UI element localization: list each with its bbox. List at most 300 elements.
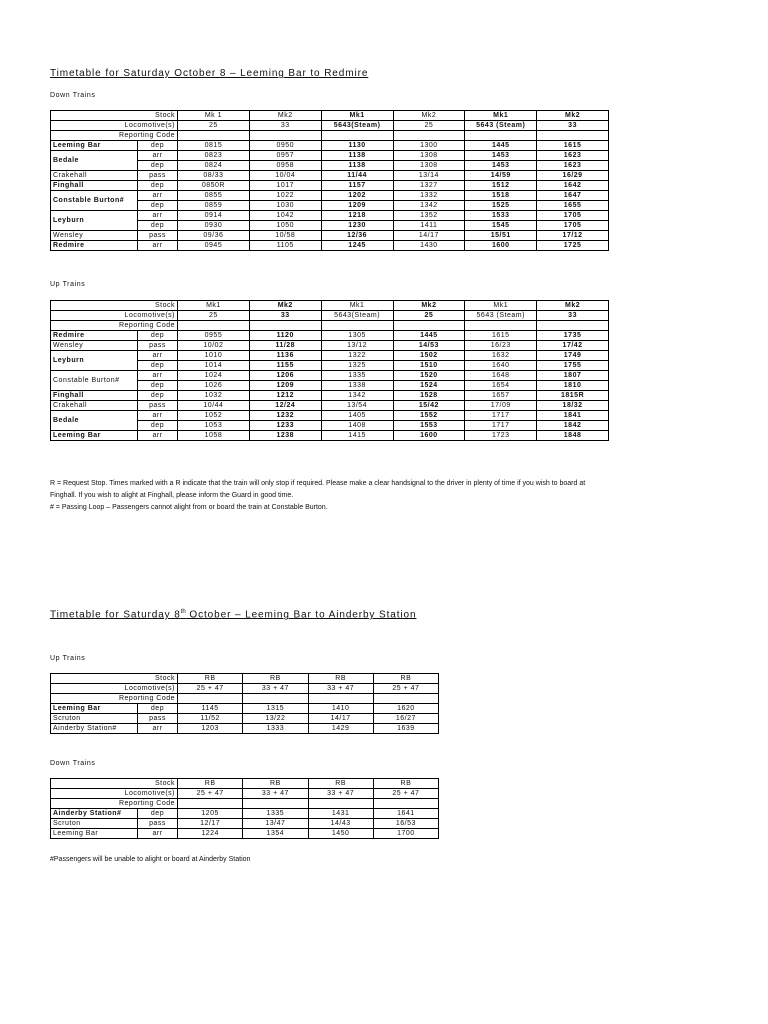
time-cell: 14/43 [308, 819, 373, 829]
time-cell: 11/44 [321, 171, 393, 181]
station-name: Finghall [51, 181, 138, 191]
arr-dep-label: arr [138, 411, 178, 421]
arr-dep-label: dep [138, 221, 178, 231]
row-label-locomotive: Locomotive(s) [51, 789, 178, 799]
time-cell: 14/17 [393, 231, 465, 241]
time-cell: 17/42 [537, 341, 609, 351]
section1-up-label: Up Trains [50, 281, 86, 288]
time-cell: 1533 [465, 211, 537, 221]
arr-dep-label: arr [138, 371, 178, 381]
timetable-row [51, 141, 609, 151]
reporting-cell [373, 694, 438, 704]
locomotive-cell: 33 + 47 [308, 789, 373, 799]
time-cell: 1717 [465, 411, 537, 421]
arr-dep-label: pass [138, 819, 178, 829]
time-cell: 1209 [321, 201, 393, 211]
station-name: Redmire [51, 241, 138, 251]
time-cell: 1657 [465, 391, 537, 401]
time-cell: 1327 [393, 181, 465, 191]
reporting-cell [373, 799, 438, 809]
time-cell: 1848 [537, 431, 609, 441]
request-stop-note: R = Request Stop. Times marked with a R indicate that the train will only stop if required. Please make a clear handsignal to the driver in plenty of time if you wish to board at [50, 480, 586, 487]
time-cell: 1842 [537, 421, 609, 431]
time-cell: 1042 [249, 211, 321, 221]
timetable-row [51, 351, 609, 361]
time-cell: 1524 [393, 381, 465, 391]
station-name: Leyburn [51, 211, 138, 231]
header-row-reporting [51, 131, 609, 141]
time-cell: 1654 [465, 381, 537, 391]
time-cell: 1354 [243, 829, 308, 839]
timetable-row [51, 724, 439, 734]
stock-cell: Mk2 [249, 111, 321, 121]
time-cell: 0914 [178, 211, 250, 221]
station-name: Bedale [51, 411, 138, 431]
time-cell: 17/09 [465, 401, 537, 411]
stock-cell: Mk2 [537, 111, 609, 121]
timetable-row [51, 241, 609, 251]
locomotive-cell: 25 [178, 311, 250, 321]
arr-dep-label: dep [138, 331, 178, 341]
time-cell: 13/54 [321, 401, 393, 411]
time-cell: 13/22 [243, 714, 308, 724]
time-cell: 0958 [249, 161, 321, 171]
station-name: Constable Burton# [51, 191, 138, 211]
time-cell: 1022 [249, 191, 321, 201]
time-cell: 1430 [393, 241, 465, 251]
time-cell: 1218 [321, 211, 393, 221]
time-cell: 1105 [249, 241, 321, 251]
time-cell: 1415 [321, 431, 393, 441]
time-cell: 14/59 [465, 171, 537, 181]
station-name: Wensley [51, 341, 138, 351]
reporting-cell [243, 799, 308, 809]
row-label-reporting: Reporting Code [51, 694, 178, 704]
locomotive-cell: 33 [537, 311, 609, 321]
time-cell: 10/04 [249, 171, 321, 181]
time-cell: 1342 [321, 391, 393, 401]
arr-dep-label: pass [138, 401, 178, 411]
stock-cell: RB [178, 674, 243, 684]
stock-cell: Mk2 [249, 301, 321, 311]
reporting-cell [249, 131, 321, 141]
row-label-reporting: Reporting Code [51, 799, 178, 809]
time-cell: 1205 [178, 809, 243, 819]
time-cell: 1305 [321, 331, 393, 341]
arr-dep-label: arr [138, 351, 178, 361]
arr-dep-label: dep [138, 704, 178, 714]
time-cell: 1233 [249, 421, 321, 431]
row-label-stock: Stock [51, 301, 178, 311]
station-name: Leeming Bar [51, 141, 138, 151]
reporting-cell [465, 321, 537, 331]
reporting-cell [321, 321, 393, 331]
time-cell: 1807 [537, 371, 609, 381]
stock-cell: RB [243, 779, 308, 789]
time-cell: 1749 [537, 351, 609, 361]
time-cell: 1335 [243, 809, 308, 819]
reporting-cell [178, 694, 243, 704]
time-cell: 1053 [178, 421, 250, 431]
arr-dep-label: arr [138, 431, 178, 441]
arr-dep-label: arr [138, 151, 178, 161]
station-name: Redmire [51, 331, 138, 341]
header-row-locomotive [51, 311, 609, 321]
timetable-row [51, 809, 439, 819]
locomotive-cell: 25 + 47 [373, 684, 438, 694]
station-name: Bedale [51, 151, 138, 171]
reporting-cell [178, 321, 250, 331]
time-cell: 1512 [465, 181, 537, 191]
arr-dep-label: pass [138, 341, 178, 351]
locomotive-cell: 33 [249, 121, 321, 131]
station-name: Scruton [51, 714, 138, 724]
stock-cell: Mk2 [537, 301, 609, 311]
arr-dep-label: dep [138, 391, 178, 401]
timetable-row [51, 331, 609, 341]
ainderby-note: #Passengers will be unable to alight or board at Ainderby Station [50, 856, 251, 863]
station-name: Ainderby Station# [51, 809, 138, 819]
station-name: Crakehall [51, 171, 138, 181]
station-name: Leeming Bar [51, 431, 138, 441]
arr-dep-label: dep [138, 161, 178, 171]
time-cell: 1545 [465, 221, 537, 231]
time-cell: 1445 [465, 141, 537, 151]
time-cell: 1623 [537, 151, 609, 161]
time-cell: 1615 [537, 141, 609, 151]
row-label-reporting: Reporting Code [51, 321, 178, 331]
time-cell: 10/44 [178, 401, 250, 411]
timetable-row [51, 341, 609, 351]
section2-down-label: Down Trains [50, 760, 96, 767]
reporting-cell [243, 694, 308, 704]
time-cell: 11/52 [178, 714, 243, 724]
stock-cell: RB [373, 779, 438, 789]
locomotive-cell: 25 + 47 [178, 789, 243, 799]
locomotive-cell: 33 + 47 [243, 684, 308, 694]
time-cell: 16/29 [537, 171, 609, 181]
time-cell: 1238 [249, 431, 321, 441]
section2-title: Timetable for Saturday 8th October – Leeming Bar to Ainderby Station [50, 609, 417, 621]
time-cell: 1810 [537, 381, 609, 391]
stock-cell: Mk1 [321, 111, 393, 121]
time-cell: 08/33 [178, 171, 250, 181]
time-cell: 1130 [321, 141, 393, 151]
time-cell: 1518 [465, 191, 537, 201]
station-name: Wensley [51, 231, 138, 241]
header-row-locomotive [51, 789, 439, 799]
time-cell: 1450 [308, 829, 373, 839]
time-cell: 1405 [321, 411, 393, 421]
reporting-cell [308, 799, 373, 809]
row-label-locomotive: Locomotive(s) [51, 311, 178, 321]
arr-dep-label: arr [138, 191, 178, 201]
locomotive-cell: 25 [393, 121, 465, 131]
locomotive-cell: 25 + 47 [178, 684, 243, 694]
arr-dep-label: dep [138, 141, 178, 151]
locomotive-cell: 5643(Steam) [321, 311, 393, 321]
stock-cell: Mk1 [178, 301, 250, 311]
header-row-reporting [51, 694, 439, 704]
time-cell: 14/17 [308, 714, 373, 724]
time-cell: 11/28 [249, 341, 321, 351]
header-row-locomotive [51, 684, 439, 694]
time-cell: 10/58 [249, 231, 321, 241]
arr-dep-label: dep [138, 201, 178, 211]
reporting-cell [321, 131, 393, 141]
time-cell: 1623 [537, 161, 609, 171]
time-cell: 1300 [393, 141, 465, 151]
locomotive-cell: 5643 (Steam) [465, 311, 537, 321]
header-row-stock [51, 779, 439, 789]
time-cell: 1552 [393, 411, 465, 421]
time-cell: 1050 [249, 221, 321, 231]
station-name: Ainderby Station# [51, 724, 138, 734]
time-cell: 0945 [178, 241, 250, 251]
header-row-reporting [51, 799, 439, 809]
time-cell: 1014 [178, 361, 250, 371]
time-cell: 0950 [249, 141, 321, 151]
time-cell: 1755 [537, 361, 609, 371]
station-name: Leeming Bar [51, 704, 138, 714]
section2-up-table [50, 673, 439, 734]
row-label-locomotive: Locomotive(s) [51, 684, 178, 694]
time-cell: 1520 [393, 371, 465, 381]
time-cell: 1138 [321, 161, 393, 171]
time-cell: 1411 [393, 221, 465, 231]
time-cell: 1352 [393, 211, 465, 221]
time-cell: 1815R [537, 391, 609, 401]
time-cell: 1308 [393, 161, 465, 171]
time-cell: 1655 [537, 201, 609, 211]
time-cell: 1525 [465, 201, 537, 211]
station-name: Constable Burton# [51, 371, 138, 391]
timetable-row [51, 829, 439, 839]
time-cell: 0815 [178, 141, 250, 151]
time-cell: 1453 [465, 151, 537, 161]
timetable-row [51, 191, 609, 201]
header-row-stock [51, 111, 609, 121]
time-cell: 0823 [178, 151, 250, 161]
station-name: Leeming Bar [51, 829, 138, 839]
stock-cell: RB [373, 674, 438, 684]
timetable-row [51, 401, 609, 411]
time-cell: 1245 [321, 241, 393, 251]
station-name: Crakehall [51, 401, 138, 411]
locomotive-cell: 33 [537, 121, 609, 131]
time-cell: 1145 [178, 704, 243, 714]
time-cell: 0855 [178, 191, 250, 201]
reporting-cell [178, 799, 243, 809]
time-cell: 1735 [537, 331, 609, 341]
time-cell: 12/17 [178, 819, 243, 829]
timetable-row [51, 371, 609, 381]
time-cell: 1322 [321, 351, 393, 361]
stock-cell: RB [178, 779, 243, 789]
header-row-locomotive [51, 121, 609, 131]
time-cell: 1232 [249, 411, 321, 421]
time-cell: 0859 [178, 201, 250, 211]
time-cell: 1308 [393, 151, 465, 161]
time-cell: 1429 [308, 724, 373, 734]
reporting-cell [249, 321, 321, 331]
time-cell: 1700 [373, 829, 438, 839]
time-cell: 1453 [465, 161, 537, 171]
time-cell: 1338 [321, 381, 393, 391]
stock-cell: Mk1 [321, 301, 393, 311]
station-name: Scruton [51, 819, 138, 829]
time-cell: 1024 [178, 371, 250, 381]
row-label-locomotive: Locomotive(s) [51, 121, 178, 131]
time-cell: 16/53 [373, 819, 438, 829]
station-name: Finghall [51, 391, 138, 401]
time-cell: 1600 [393, 431, 465, 441]
arr-dep-label: arr [138, 241, 178, 251]
arr-dep-label: pass [138, 714, 178, 724]
time-cell: 1155 [249, 361, 321, 371]
header-row-stock [51, 674, 439, 684]
row-label-stock: Stock [51, 111, 178, 121]
time-cell: 1600 [465, 241, 537, 251]
time-cell: 1641 [373, 809, 438, 819]
time-cell: 17/12 [537, 231, 609, 241]
time-cell: 1620 [373, 704, 438, 714]
time-cell: 13/12 [321, 341, 393, 351]
timetable-row [51, 181, 609, 191]
time-cell: 16/27 [373, 714, 438, 724]
time-cell: 1203 [178, 724, 243, 734]
locomotive-cell: 33 + 47 [243, 789, 308, 799]
time-cell: 13/47 [243, 819, 308, 829]
time-cell: 1202 [321, 191, 393, 201]
time-cell: 1528 [393, 391, 465, 401]
section2-down-table [50, 778, 439, 839]
time-cell: 0930 [178, 221, 250, 231]
time-cell: 1640 [465, 361, 537, 371]
time-cell: 1647 [537, 191, 609, 201]
reporting-cell [308, 694, 373, 704]
reporting-cell [393, 321, 465, 331]
request-stop-note-cont: Finghall. If you wish to alight at Finghall, please inform the Guard in good time. [50, 492, 294, 499]
header-row-reporting [51, 321, 609, 331]
time-cell: 1632 [465, 351, 537, 361]
locomotive-cell: 25 + 47 [373, 789, 438, 799]
time-cell: 09/36 [178, 231, 250, 241]
time-cell: 1026 [178, 381, 250, 391]
time-cell: 1010 [178, 351, 250, 361]
header-row-stock [51, 301, 609, 311]
stock-cell: RB [308, 674, 373, 684]
time-cell: 1408 [321, 421, 393, 431]
time-cell: 1445 [393, 331, 465, 341]
section1-title: Timetable for Saturday October 8 – Leeming Bar to Redmire [50, 68, 369, 79]
arr-dep-label: pass [138, 171, 178, 181]
timetable-row [51, 211, 609, 221]
time-cell: 0850R [178, 181, 250, 191]
stock-cell: Mk 1 [178, 111, 250, 121]
time-cell: 1615 [465, 331, 537, 341]
stock-cell: RB [243, 674, 308, 684]
row-label-reporting: Reporting Code [51, 131, 178, 141]
time-cell: 1639 [373, 724, 438, 734]
time-cell: 16/23 [465, 341, 537, 351]
time-cell: 1230 [321, 221, 393, 231]
timetable-row [51, 411, 609, 421]
time-cell: 1705 [537, 221, 609, 231]
time-cell: 1120 [249, 331, 321, 341]
time-cell: 1553 [393, 421, 465, 431]
time-cell: 1431 [308, 809, 373, 819]
arr-dep-label: arr [138, 724, 178, 734]
stock-cell: Mk1 [465, 111, 537, 121]
time-cell: 0955 [178, 331, 250, 341]
time-cell: 1410 [308, 704, 373, 714]
section2-up-label: Up Trains [50, 655, 86, 662]
timetable-row [51, 431, 609, 441]
time-cell: 1157 [321, 181, 393, 191]
time-cell: 1642 [537, 181, 609, 191]
time-cell: 0957 [249, 151, 321, 161]
timetable-row [51, 391, 609, 401]
arr-dep-label: arr [138, 829, 178, 839]
row-label-stock: Stock [51, 779, 178, 789]
time-cell: 0824 [178, 161, 250, 171]
time-cell: 1325 [321, 361, 393, 371]
timetable-row [51, 151, 609, 161]
time-cell: 1333 [243, 724, 308, 734]
time-cell: 1017 [249, 181, 321, 191]
timetable-row [51, 171, 609, 181]
reporting-cell [465, 131, 537, 141]
time-cell: 1332 [393, 191, 465, 201]
arr-dep-label: pass [138, 231, 178, 241]
reporting-cell [393, 131, 465, 141]
time-cell: 1224 [178, 829, 243, 839]
timetable-row [51, 714, 439, 724]
time-cell: 1502 [393, 351, 465, 361]
time-cell: 12/36 [321, 231, 393, 241]
time-cell: 1648 [465, 371, 537, 381]
arr-dep-label: dep [138, 181, 178, 191]
arr-dep-label: arr [138, 211, 178, 221]
time-cell: 18/32 [537, 401, 609, 411]
timetable-row [51, 231, 609, 241]
arr-dep-label: dep [138, 381, 178, 391]
time-cell: 12/24 [249, 401, 321, 411]
reporting-cell [537, 321, 609, 331]
timetable-row [51, 704, 439, 714]
locomotive-cell: 25 [178, 121, 250, 131]
timetable-row [51, 819, 439, 829]
reporting-cell [178, 131, 250, 141]
stock-cell: Mk2 [393, 111, 465, 121]
time-cell: 13/14 [393, 171, 465, 181]
time-cell: 1032 [178, 391, 250, 401]
stock-cell: RB [308, 779, 373, 789]
time-cell: 1030 [249, 201, 321, 211]
station-name: Leyburn [51, 351, 138, 371]
section1-down-table [50, 110, 609, 251]
arr-dep-label: dep [138, 809, 178, 819]
time-cell: 1841 [537, 411, 609, 421]
time-cell: 1052 [178, 411, 250, 421]
time-cell: 15/51 [465, 231, 537, 241]
time-cell: 14/53 [393, 341, 465, 351]
time-cell: 1723 [465, 431, 537, 441]
locomotive-cell: 5643(Steam) [321, 121, 393, 131]
time-cell: 10/02 [178, 341, 250, 351]
time-cell: 1725 [537, 241, 609, 251]
